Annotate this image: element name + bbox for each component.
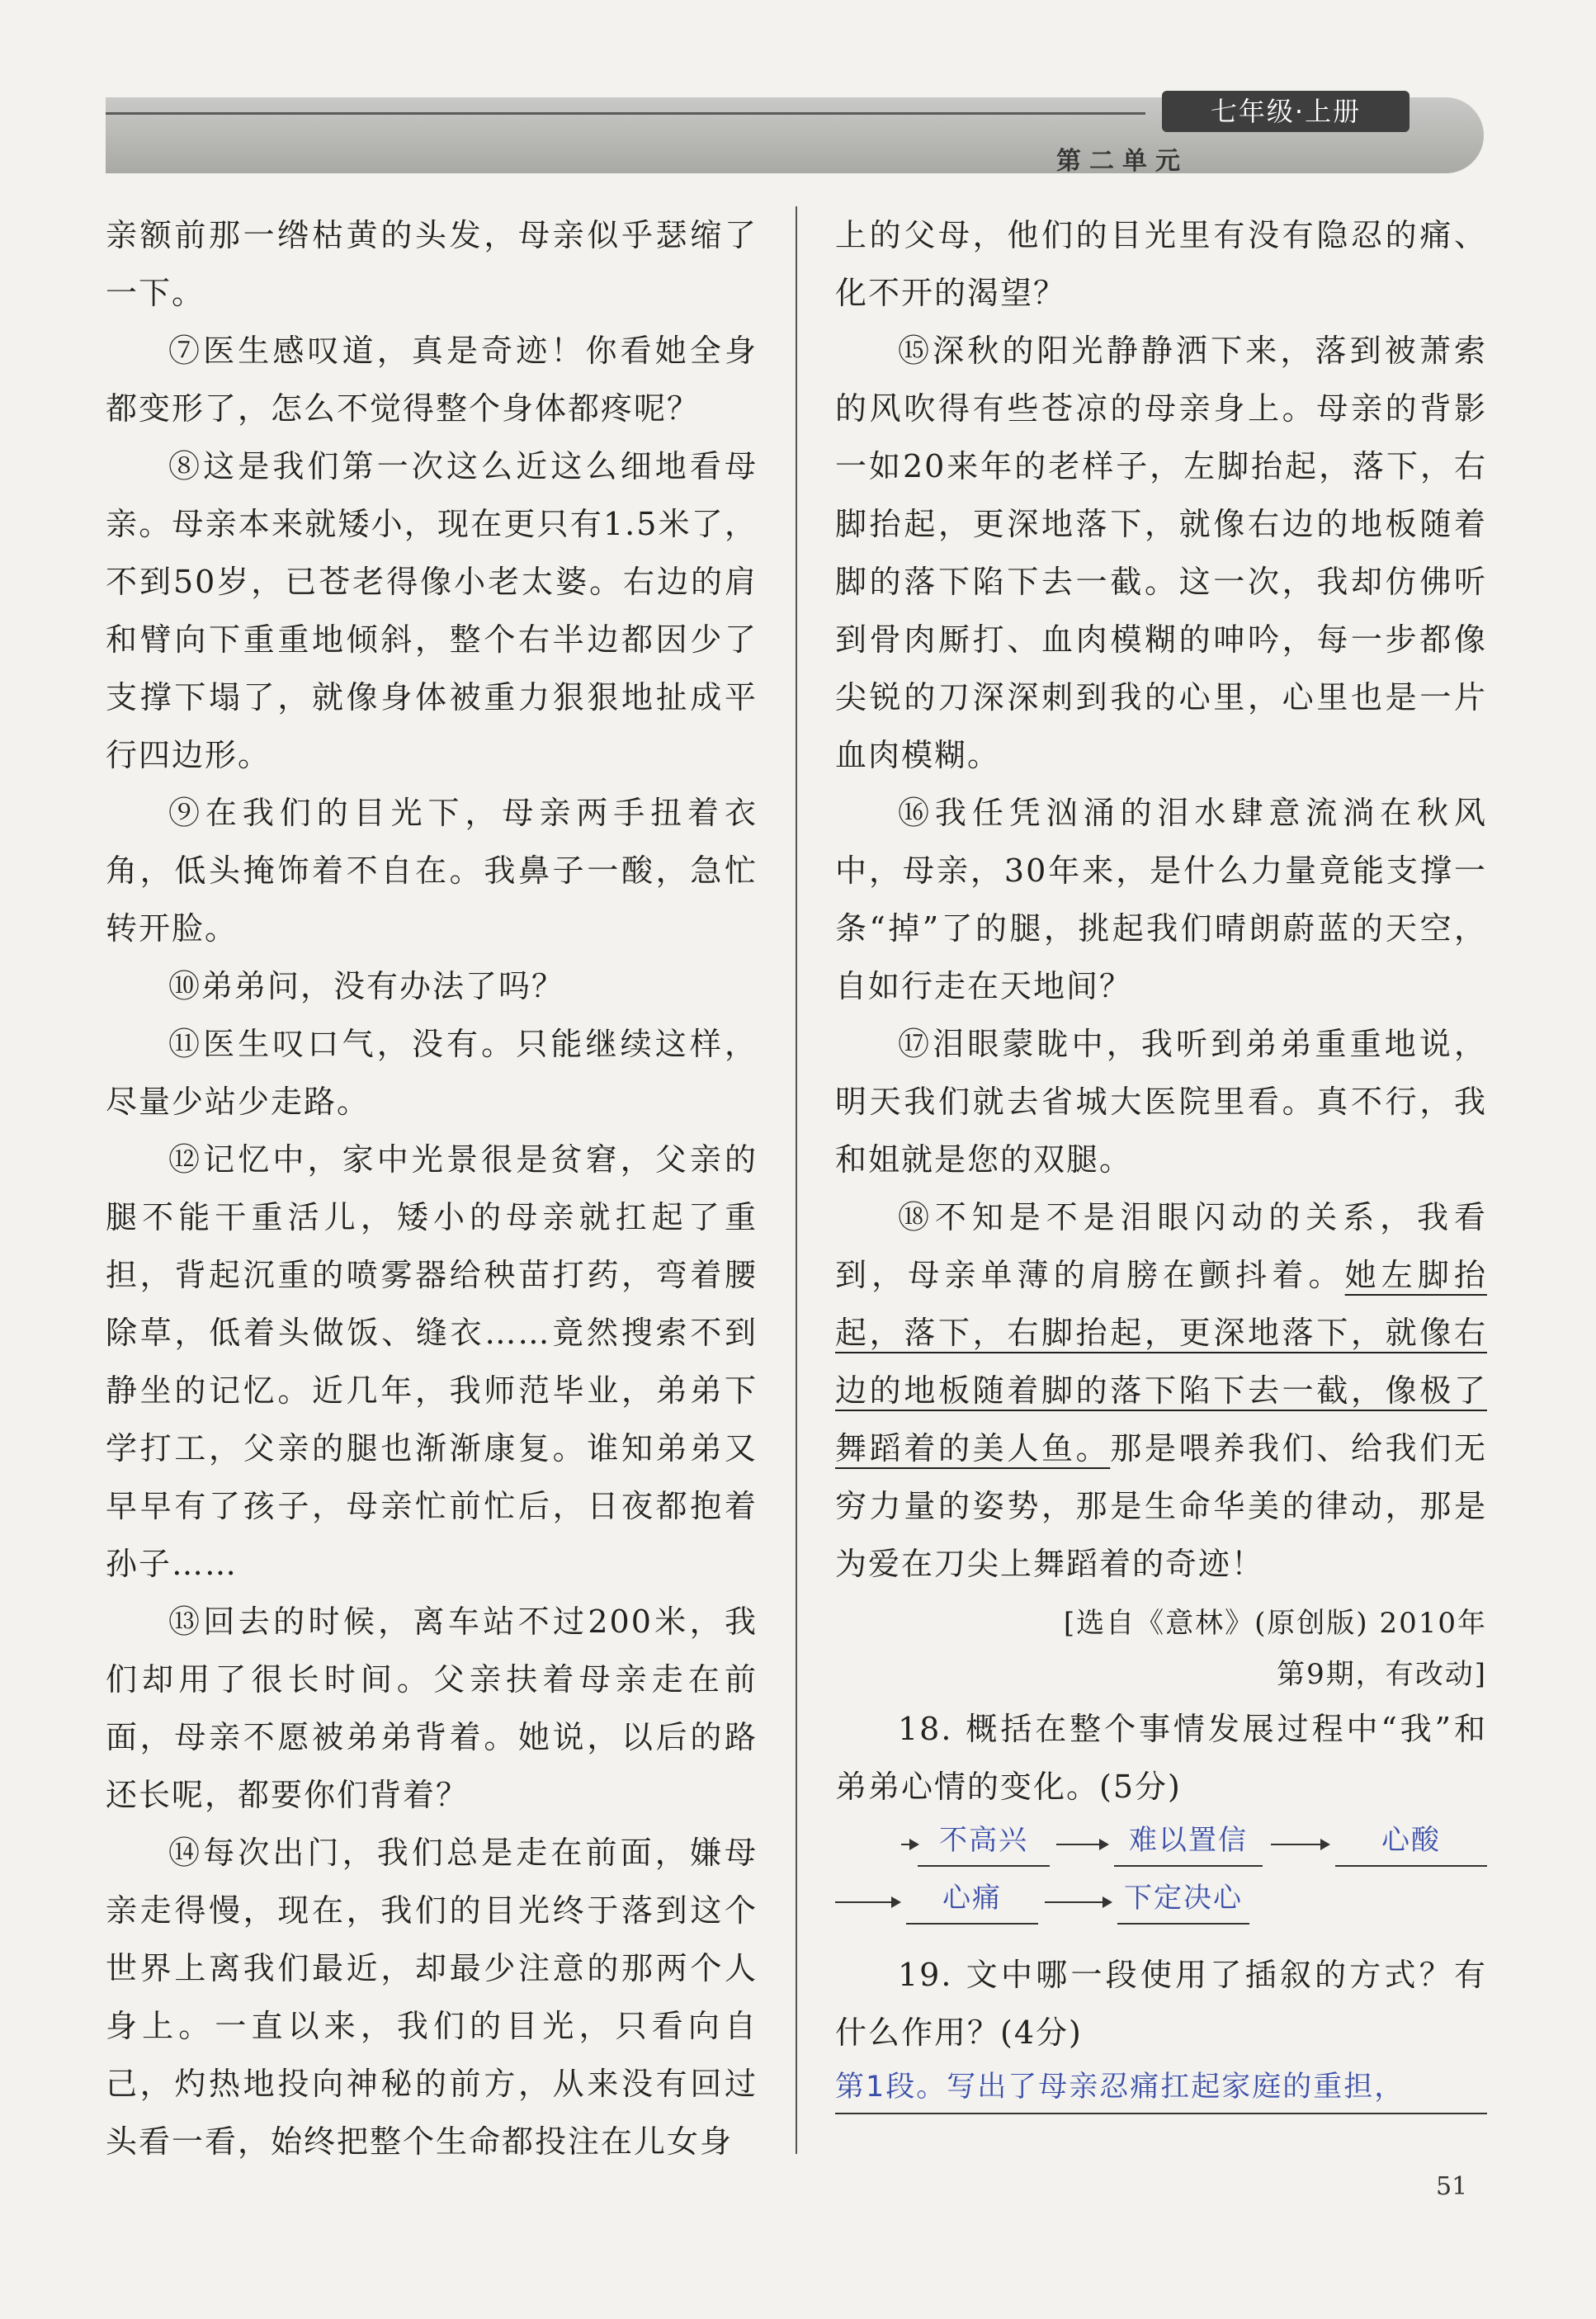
arrow-icon xyxy=(1271,1844,1329,1845)
paragraph-7: ⑦医生感叹道，真是奇迹！你看她全身都变形了，怎么不觉得整个身体都疼呢？ xyxy=(106,333,758,427)
unit-title: 第二单元 xyxy=(1056,147,1188,176)
question-19: 19. 文中哪一段使用了插叙的方式？有什么作用？(4分) xyxy=(835,1957,1487,2051)
paragraph-14: ⑭每次出门，我们总是走在前面，嫌母亲走得慢，现在，我们的目光终于落到这个世界上离我们最近，却最少注意的那两个人身上。一直以来，我们的目光，只看向自己，灼热地投向神秘的前方，从来没有回过头看一看，始终把整个生命都投注在儿女身 xyxy=(106,1835,758,2160)
arrow-icon xyxy=(1056,1844,1107,1845)
source-line-2: 第9期，有改动] xyxy=(1277,1658,1487,1691)
paragraph-12: ⑫记忆中，家中光景很是贫窘，父亲的腿不能干重活儿，矮小的母亲就扛起了重担，背起沉重的喷雾器给秧苗打药，弯着腰除草，低着头做饭、缝衣……竟然搜索不到静坐的记忆。近几年，我师范毕业，弟弟下学打工，父亲的腿也渐渐康复。谁知弟弟又早早有了孩子，母亲忙前忙后，日夜都抱着孙子…… xyxy=(106,1141,758,1582)
grade-label: 七年级·上册 xyxy=(1162,91,1409,132)
paragraph-13: ⑬回去的时候，离车站不过200米，我们却用了很长时间。父亲扶着母亲走在前面，母亲不愿被弟弟背着。她说，以后的路还长呢，都要你们背着？ xyxy=(106,1603,758,1813)
left-column xyxy=(106,206,758,2162)
paragraph-10: ⑩弟弟问，没有办法了吗？ xyxy=(168,968,565,1004)
mood-step-1: 不高兴 xyxy=(918,1816,1050,1867)
paragraph-14-continued: 上的父母，他们的目光里有没有隐忍的痛、化不开的渴望？ xyxy=(835,217,1487,311)
paragraph-18-end: 那是喂养我们、给我们无穷力量的姿势，那是生命华美的律动，那是为爱在刀尖上舞蹈着的奇迹！ xyxy=(835,1430,1487,1582)
arrow-line xyxy=(901,1844,918,1845)
arrow-icon xyxy=(1045,1901,1111,1903)
paragraph-18-start: ⑱不知是不是泪眼闪动的关系，我看到，母亲单薄的肩膀在颤抖着。 xyxy=(835,1199,1487,1293)
paragraph-15: ⑮深秋的阳光静静洒下来，落到被萧索的风吹得有些苍凉的母亲身上。母亲的背影一如20来年的老样子，左脚抬起，落下，右脚抬起，更深地落下，就像右边的地板随着脚的落下陷下去一截。这一次，我却仿佛听到骨肉厮打、血肉模糊的呻吟，每一步都像尖锐的刀深深刺到我的心里，心里也是一片血肉模糊。 xyxy=(835,333,1487,773)
paragraph-18 xyxy=(835,1188,1487,1593)
header-rule xyxy=(106,112,1145,115)
column-divider xyxy=(796,206,797,2154)
page-number: 51 xyxy=(1436,2172,1468,2201)
mood-step-4: 心痛 xyxy=(906,1873,1038,1925)
paragraph-9: ⑨在我们的目光下，母亲两手扭着衣角，低头掩饰着不自在。我鼻子一酸，急忙转开脸。 xyxy=(106,795,758,947)
paragraph-8: ⑧这是我们第一次这么近这么细地看母亲。母亲本来就矮小，现在更只有1.5米了，不到50岁，已苍老得像小老太婆。右边的肩和臂向下重重地倾斜，整个右半边都因少了支撑下塌了，就像身体被重力狠狠地扯成平行四边形。 xyxy=(106,448,758,773)
paragraph-continued: 亲额前那一绺枯黄的头发，母亲似乎瑟缩了一下。 xyxy=(106,217,758,311)
paragraph-17: ⑰泪眼蒙眬中，我听到弟弟重重地说，明天我们就去省城大医院里看。真不行，我和姐就是您的双腿。 xyxy=(835,1026,1487,1178)
mood-step-5: 下定决心 xyxy=(1117,1873,1249,1925)
paragraph-16: ⑯我任凭汹涌的泪水肆意流淌在秋风中，母亲，30年来，是什么力量竟能支撑一条“掉”了的腿，挑起我们晴朗蔚蓝的天空，自如行走在天地间？ xyxy=(835,795,1487,1004)
source-citation xyxy=(835,1598,1487,1700)
mood-chain-row-1 xyxy=(835,1816,1487,1873)
answer-19: 第1段。写出了母亲忍痛扛起家庭的重担， xyxy=(835,2062,1487,2114)
mood-step-3: 心酸 xyxy=(1335,1816,1487,1867)
arrow-icon xyxy=(835,1901,900,1903)
paragraph-11: ⑪医生叹口气，没有。只能继续这样，尽量少站少走路。 xyxy=(106,1026,758,1120)
right-column xyxy=(835,206,1487,2162)
underlined-sentence: 她左脚抬起，落下，右脚抬起，更深地落下，就像右边的地板随着脚的落下陷下去一截，像极了舞蹈着的美人鱼。 xyxy=(835,1257,1487,1466)
question-18: 18. 概括在整个事情发展过程中“我”和弟弟心情的变化。(5分) xyxy=(835,1711,1487,1805)
mood-step-2: 难以置信 xyxy=(1114,1816,1263,1867)
source-line-1: [选自《意林》(原创版) 2010年 xyxy=(1063,1607,1487,1640)
mood-chain-row-2 xyxy=(835,1873,1487,1931)
